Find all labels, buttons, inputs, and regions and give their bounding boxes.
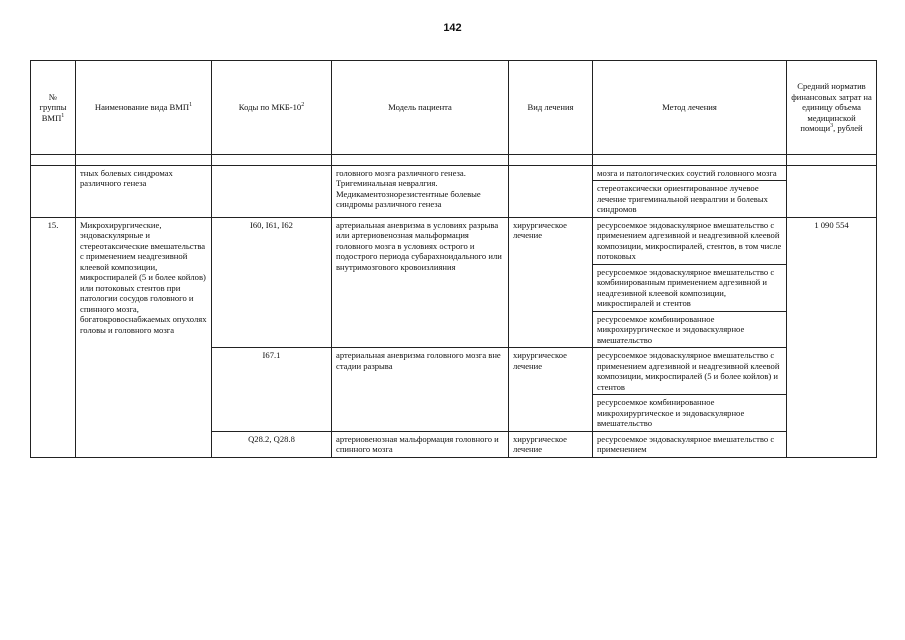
cell-patient-model: артериовенозная мальформация головного и спинного мозга <box>332 431 509 457</box>
cell-treatment-type <box>509 166 593 218</box>
header-vmp-name: Наименование вида ВМП$^1$ <box>76 61 212 155</box>
spacer-row <box>31 155 877 166</box>
cell-treatment-type: хирургическое лечение <box>509 217 593 347</box>
header-cost-norm: Средний норматив финансовых затрат на единицу объема медицинской помощи$^3$, рублей <box>787 61 877 155</box>
header-treatment-type: Вид лечения <box>509 61 593 155</box>
table-row <box>31 166 877 181</box>
vmp-table <box>30 60 877 458</box>
cell-patient-model: головного мозга различного генеза. Тригеминальная невралгия. Медикаментознорезистентные болевые синдромы различного генеза <box>332 166 509 218</box>
cell-treatment-type: хирургическое лечение <box>509 348 593 431</box>
cell-patient-model: артериальная аневризма в условиях разрыва или артериовенозная мальформация головного мозга в условиях острого и подострого периода субарахноидального или внутримозгового кровоизлияния <box>332 217 509 347</box>
header-row <box>31 61 877 155</box>
cell-cost-norm: 1 090 554 <box>787 217 877 457</box>
cell-group-number: 15. <box>31 217 76 457</box>
cell-icd-codes <box>212 166 332 218</box>
cell-treatment-method: ресурсоемкое комбинированное микрохирургическое и эндоваскулярное вмешательство <box>593 311 787 347</box>
cell-treatment-method: ресурсоемкое эндоваскулярное вмешательство с применением адгезивной и неадгезивной клеевой композиции, микроспиралей (5 и более койлов) и стентов <box>593 348 787 395</box>
cell-patient-model: артериальная аневризма головного мозга вне стадии разрыва <box>332 348 509 431</box>
cell-cost-norm <box>787 166 877 218</box>
cell-icd-codes: I60, I61, I62 <box>212 217 332 347</box>
header-group-number: № группы ВМП$^1$ <box>31 61 76 155</box>
cell-treatment-method: ресурсоемкое эндоваскулярное вмешательство с комбинированным применением адгезивной и неадгезивной клеевой композиции, микроспиралей и стентов <box>593 264 787 311</box>
cell-treatment-type: хирургическое лечение <box>509 431 593 457</box>
header-icd-codes: Коды по МКБ-$10^2$ <box>212 61 332 155</box>
cell-group-number <box>31 166 76 218</box>
cell-vmp-name: Микрохирургические, эндоваскулярные и стереотаксические вмешательства с применением неадгезивной клеевой композиции, микроспиралей (5 и более койлов) или потоковых стентов при патологии сосудов головного и спинного мозга, богатокровоснабжаемых опухолях головы и головного мозга <box>76 217 212 457</box>
table-row <box>31 217 877 264</box>
cell-treatment-method: ресурсоемкое эндоваскулярное вмешательство с применением адгезивной и неадгезивной клеевой композиции, микроспиралей, стентов, в том числе потоковых <box>593 217 787 264</box>
cell-treatment-method: мозга и патологических соустий головного мозга <box>593 166 787 181</box>
header-treatment-method: Метод лечения <box>593 61 787 155</box>
cell-treatment-method: стереотаксически ориентированное лучевое лечение тригеминальной невралгии и болевых синдромов <box>593 181 787 217</box>
cell-treatment-method: ресурсоемкое эндоваскулярное вмешательство с применением <box>593 431 787 457</box>
cell-icd-codes: Q28.2, Q28.8 <box>212 431 332 457</box>
header-patient-model: Модель пациента <box>332 61 509 155</box>
cell-vmp-name: тных болевых синдромах различного генеза <box>76 166 212 218</box>
cell-treatment-method: ресурсоемкое комбинированное микрохирургическое и эндоваскулярное вмешательство <box>593 395 787 431</box>
cell-icd-codes: I67.1 <box>212 348 332 431</box>
page-number: 142 <box>443 22 462 34</box>
